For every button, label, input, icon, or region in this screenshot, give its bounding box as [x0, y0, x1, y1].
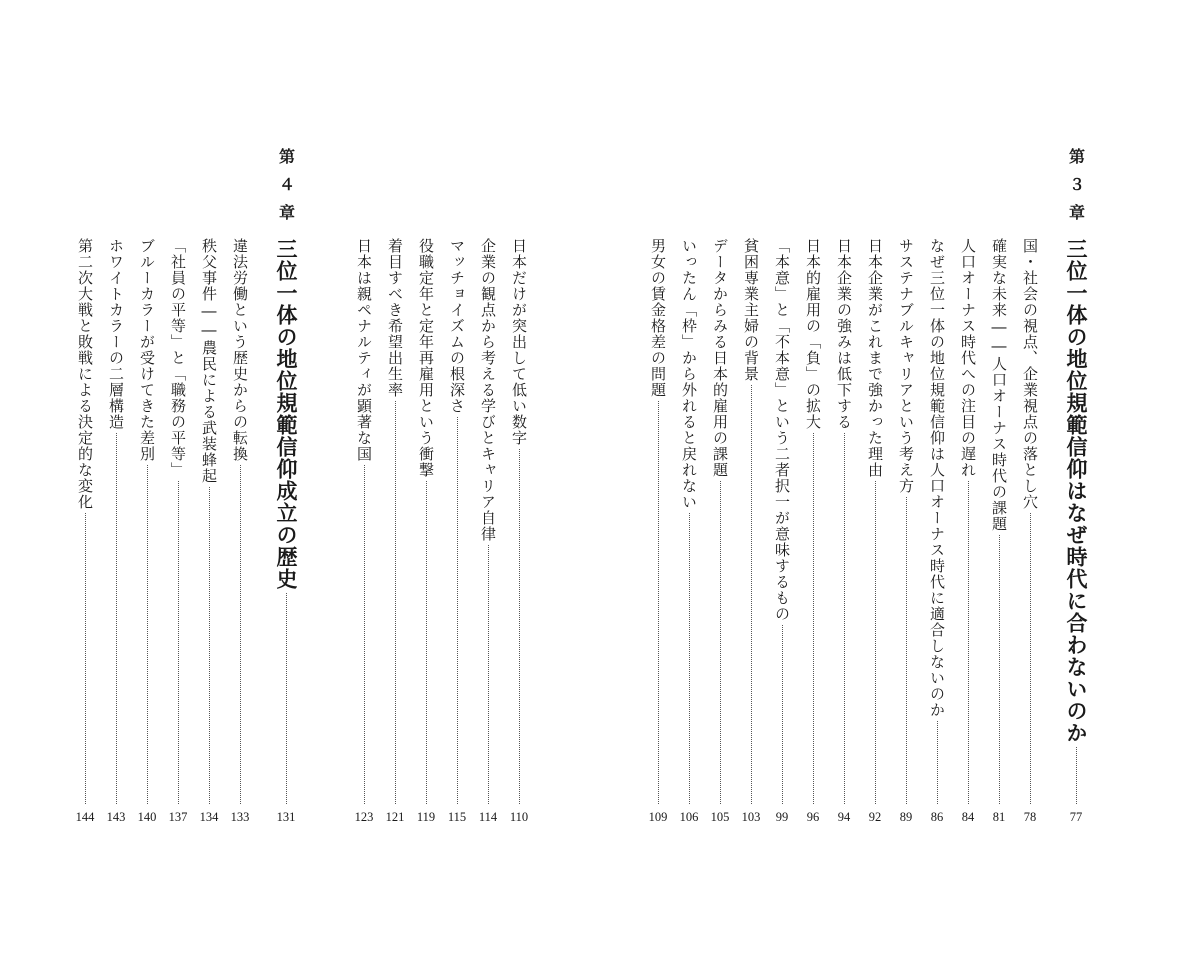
toc-entry-page: 140	[137, 810, 157, 824]
toc-entry-title: 着目すべき希望出生率	[386, 238, 404, 398]
toc-entry[interactable]	[831, 238, 857, 824]
toc-entry-leader	[240, 465, 241, 804]
toc-entry-page: 121	[385, 810, 405, 824]
toc-entry-title: 企業の観点から考える学びとキャリア自律	[479, 238, 497, 542]
toc-entry[interactable]	[1017, 238, 1043, 824]
toc-entry-title: 役職定年と定年再雇用という衝撃	[417, 238, 435, 478]
toc-entry-title: 日本企業の強みは低下する	[835, 238, 853, 430]
toc-entry-title: 第二次大戦と敗戦による決定的な変化	[76, 238, 94, 510]
toc-entry-leader	[147, 465, 148, 804]
toc-entry-page: 81	[992, 810, 1006, 824]
toc-entry-title: 日本企業がこれまで強かった理由	[866, 238, 884, 478]
toc-entry-page: 144	[75, 810, 95, 824]
toc-entry-page: 78	[1023, 810, 1037, 824]
toc-entry-leader	[782, 625, 783, 804]
toc-entry-page: 133	[230, 810, 250, 824]
toc-entry-title: 日本は親ペナルティが顕著な国	[355, 238, 373, 462]
toc-entry-title: 秩父事件――農民による武装蜂起	[200, 238, 218, 484]
toc-entry[interactable]	[738, 238, 764, 824]
toc-entry-page: 89	[899, 810, 913, 824]
toc-entry-title: 日本的雇用の「負」の拡大	[804, 238, 822, 430]
toc-entry-title: 貧困専業主婦の背景	[742, 238, 760, 382]
toc-entry-page: 92	[868, 810, 882, 824]
toc-entry[interactable]	[924, 238, 950, 824]
toc-entry-leader	[658, 401, 659, 804]
toc-entry[interactable]	[382, 238, 408, 824]
toc-entry-leader	[457, 417, 458, 804]
toc-entry-page: 115	[447, 810, 467, 824]
toc-entry-page: 86	[930, 810, 944, 824]
chapter4-title: 三位一体の地位規範信仰成立の歴史	[274, 238, 298, 590]
toc-entry-title: ホワイトカラーの二層構造	[107, 238, 125, 430]
toc-entry[interactable]	[475, 238, 501, 824]
toc-entry-leader	[116, 433, 117, 804]
toc-entry-leader	[209, 487, 210, 804]
chapter3-title-entry[interactable]	[1061, 238, 1091, 824]
toc-entry[interactable]	[103, 238, 129, 824]
toc-entry-leader	[1030, 513, 1031, 804]
toc-entry[interactable]	[165, 238, 191, 824]
toc-entry-leader	[937, 721, 938, 804]
toc-entry-page: 119	[416, 810, 436, 824]
toc-entry-page: 109	[648, 810, 668, 824]
toc-entry-leader	[426, 481, 427, 804]
toc-entry[interactable]	[986, 238, 1012, 824]
toc-entry-leader	[720, 481, 721, 804]
toc-entry-title: ブルーカラーが受けてきた差別	[138, 238, 156, 462]
toc-entry[interactable]	[645, 238, 671, 824]
toc-entry[interactable]	[444, 238, 470, 824]
toc-entry-leader	[844, 433, 845, 804]
toc-entry-page: 143	[106, 810, 126, 824]
toc-entry[interactable]	[413, 238, 439, 824]
toc-entry-title: 確実な未来――人口オーナス時代の課題	[990, 238, 1008, 532]
toc-entry-leader	[875, 481, 876, 804]
toc-entry-leader	[85, 513, 86, 804]
chapter3-label-number: ３	[1068, 175, 1085, 194]
chapter4-title-page: 131	[276, 810, 296, 824]
chapter4-label-dai: 第	[278, 147, 295, 166]
chapter4-title-entry[interactable]	[271, 238, 301, 824]
toc-entry-title: いったん「枠」から外れると戻れない	[680, 238, 698, 510]
toc-entry-page: 123	[354, 810, 374, 824]
toc-entry-title: 男女の賃金格差の問題	[649, 238, 667, 398]
toc-entry-page: 137	[168, 810, 188, 824]
toc-entry-page: 103	[741, 810, 761, 824]
toc-entry-leader	[751, 385, 752, 804]
toc-entry[interactable]	[707, 238, 733, 824]
toc-entry-leader	[395, 401, 396, 804]
toc-entry-leader	[488, 545, 489, 804]
toc-entry-title: 「社員の平等」と「職務の平等」	[169, 238, 187, 478]
toc-entry-leader	[178, 481, 179, 804]
chapter3-label-dai: 第	[1068, 147, 1085, 166]
toc-entry-title: 人口オーナス時代への注目の遅れ	[959, 238, 977, 478]
chapter4-title-leader	[286, 593, 287, 804]
chapter3-title-leader	[1076, 747, 1077, 804]
toc-entry-title: なぜ三位一体の地位規範信仰は人口オーナス時代に適合しないのか	[928, 238, 946, 718]
chapter3-label	[1062, 148, 1092, 222]
toc-entry-title: 日本だけが突出して低い数字	[510, 238, 528, 446]
toc-entry-page: 84	[961, 810, 975, 824]
toc-entry[interactable]	[196, 238, 222, 824]
toc-entry-title: 違法労働という歴史からの転換	[231, 238, 249, 462]
toc-entry-leader	[968, 481, 969, 804]
chapter4-label-number: ４	[278, 175, 295, 194]
toc-entry-leader	[813, 433, 814, 804]
toc-entry-page: 105	[710, 810, 730, 824]
toc-entry[interactable]	[676, 238, 702, 824]
toc-entry-title: マッチョイズムの根深さ	[448, 238, 466, 414]
toc-entry-page: 99	[775, 810, 789, 824]
chapter4-label-sho: 章	[278, 203, 295, 222]
toc-entry[interactable]	[506, 238, 532, 824]
toc-entry[interactable]	[893, 238, 919, 824]
toc-entry-leader	[999, 535, 1000, 804]
toc-entry-title: 国・社会の視点、企業視点の落とし穴	[1021, 238, 1039, 510]
chapter3-title: 三位一体の地位規範信仰はなぜ時代に合わないのか	[1064, 238, 1088, 744]
toc-entry-title: サステナブルキャリアという考え方	[897, 238, 915, 494]
toc-entry[interactable]	[72, 238, 98, 824]
toc-entry[interactable]	[227, 238, 253, 824]
toc-entry[interactable]	[134, 238, 160, 824]
toc-entry[interactable]	[955, 238, 981, 824]
toc-entry[interactable]	[351, 238, 377, 824]
toc-entry-page: 94	[837, 810, 851, 824]
chapter3-label-sho: 章	[1068, 203, 1085, 222]
toc-entry-title: データからみる日本的雇用の課題	[711, 238, 729, 478]
chapter3-title-page: 77	[1069, 810, 1083, 824]
toc-entry-leader	[906, 497, 907, 804]
toc-entry[interactable]	[769, 238, 795, 824]
toc-entry[interactable]	[862, 238, 888, 824]
toc-entry-page: 110	[509, 810, 529, 824]
toc-entry-page: 134	[199, 810, 219, 824]
toc-entry-leader	[689, 513, 690, 804]
toc-entry-leader	[519, 449, 520, 804]
toc-entry-title: 「本意」と「不本意」という二者択一が意味するもの	[773, 238, 791, 622]
toc-entry-leader	[364, 465, 365, 804]
chapter4-label	[272, 148, 302, 222]
toc-entry-page: 106	[679, 810, 699, 824]
toc-entry-page: 96	[806, 810, 820, 824]
toc-entry-page: 114	[478, 810, 498, 824]
toc-entry[interactable]	[800, 238, 826, 824]
